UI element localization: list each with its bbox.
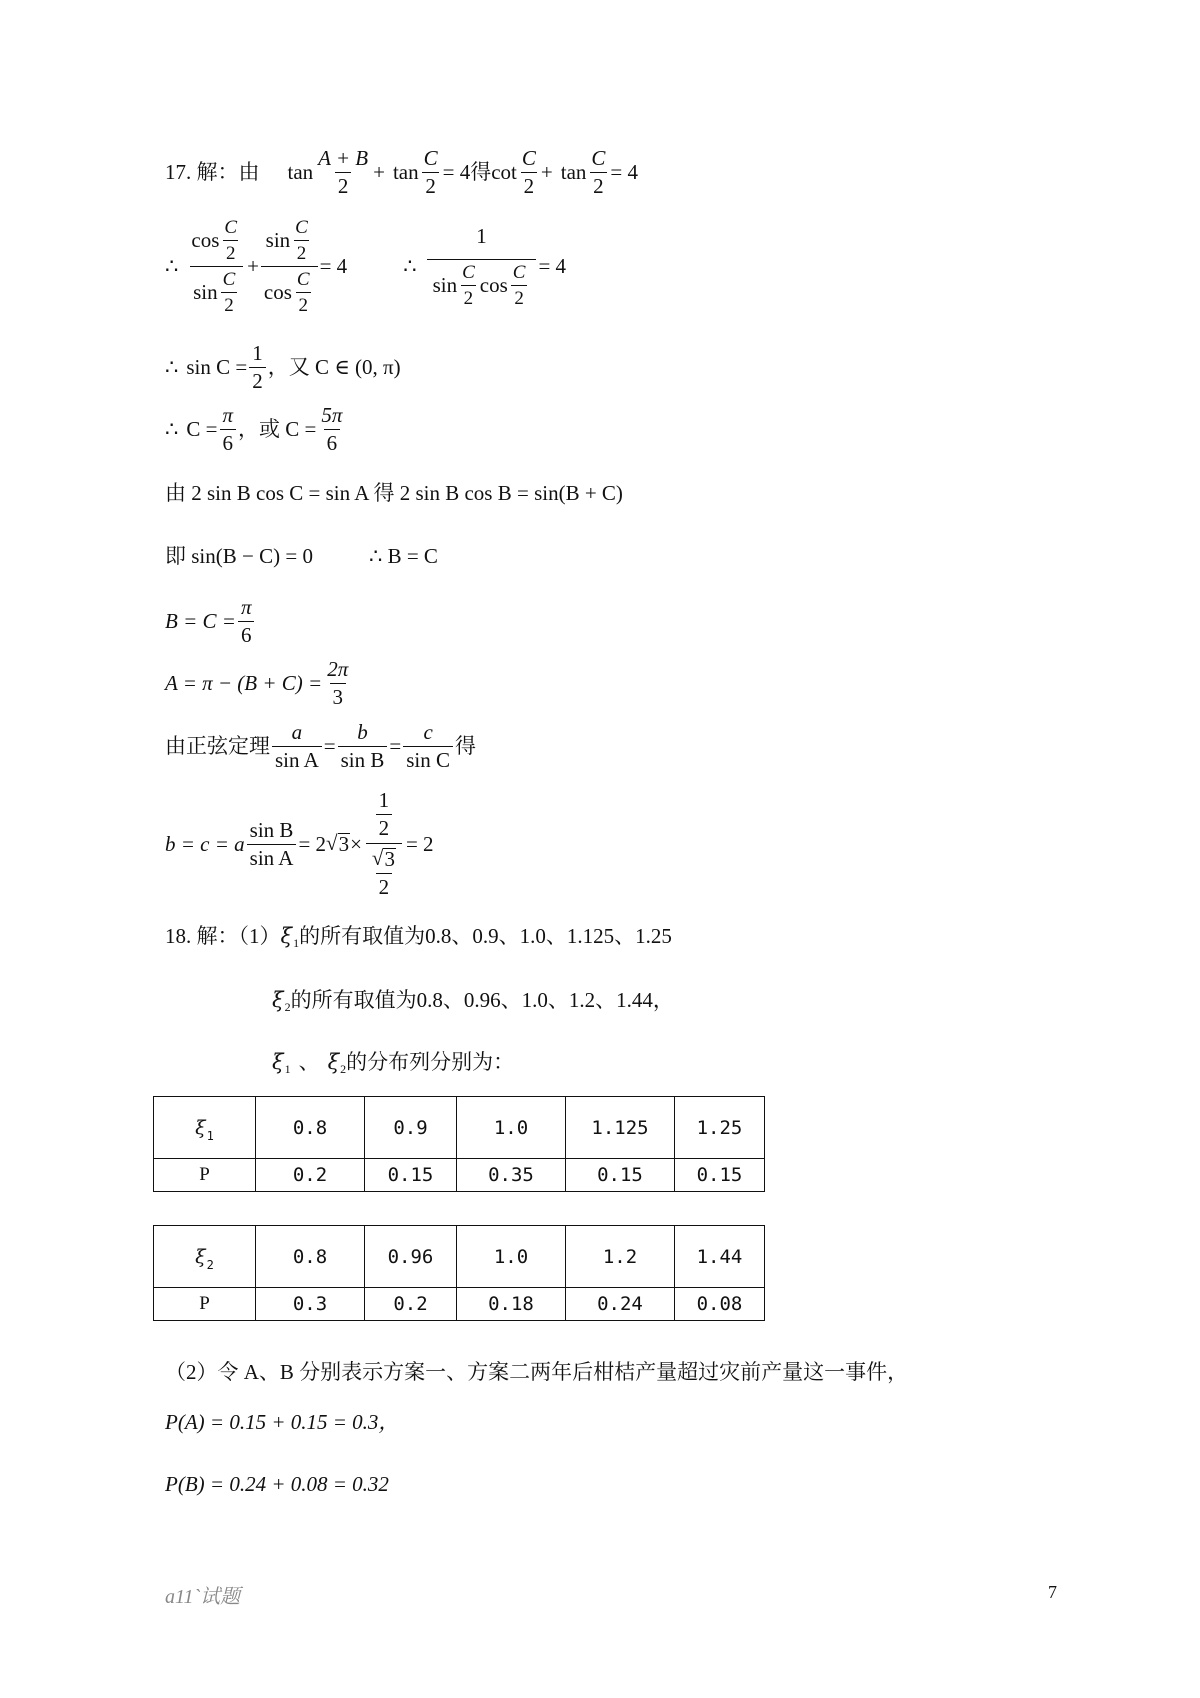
table-cell: 1.2 xyxy=(566,1226,675,1288)
table-cell: 1.44 xyxy=(675,1226,765,1288)
q18-pa: P(A) = 0.15 + 0.15 = 0.3， xyxy=(165,1410,400,1434)
frac-one-over-sincos: 1 sin C 2 cos C 2 xyxy=(427,226,537,308)
table-cell: 1.0 xyxy=(457,1226,566,1288)
q17-line2: ∴ cos C 2 sin C 2 + sin C 2 cos C 2 = 4 ∴ 1 sin C 2 cos C 2 = 4 xyxy=(165,217,567,316)
q17-line8: A = π − (B + C) = $\frac{2\pi}{3}$ xyxy=(165,657,349,709)
q17-line10: b = c = a $\frac{\text{sin B}}{\text{sin A}}$ = 2 √ 3 × 1 2 √ 3 2 = 2 xyxy=(165,788,434,899)
q18-pb: P(B) = 0.24 + 0.08 = 0.32 xyxy=(165,1472,389,1496)
q18-line3: ξ 1 、 ξ 2 的分布列分别为： xyxy=(272,1050,515,1076)
table-cell: 0.08 xyxy=(675,1288,765,1321)
table-row xyxy=(154,1159,765,1192)
q18-line1: 18. 解：（1） ξ 1 的所有取值为0.8、0.9、1.0、1.125、1.25 xyxy=(165,924,672,950)
table-cell: 0.15 xyxy=(365,1159,457,1192)
table-cell: 0.96 xyxy=(365,1226,457,1288)
q18-part2: （2）令 A、B 分别表示方案一、方案二两年后柑桔产量超过灾前产量这一事件， xyxy=(165,1360,909,1384)
table-cell: 1.25 xyxy=(675,1097,765,1159)
distribution-table-1 xyxy=(153,1096,765,1192)
frac-aplusb-over-2: A + B 2 xyxy=(318,146,369,198)
table-cell: P xyxy=(154,1159,256,1192)
q17-label: 17. 解：由 xyxy=(165,160,260,184)
q17-line3: ∴ sin C = $\frac{1}{2}$ ，又 C ∈ (0, π) xyxy=(165,341,401,393)
table-cell: 0.35 xyxy=(457,1159,566,1192)
table-row: $\xi_1$ 0.8 0.9 1.0 1.125 1.25 xyxy=(154,1097,765,1159)
table-cell: 0.9 xyxy=(365,1097,457,1159)
table-cell: 1.0 xyxy=(457,1097,566,1159)
table-cell: P xyxy=(154,1288,256,1321)
footer-label: a11`试题 xyxy=(165,1586,241,1608)
sqrt-3: √ 3 xyxy=(326,831,350,856)
q17-line9: 由正弦定理 $\frac{a}{\text{sin A}}$ = $\frac{b}{\text{sin B}}$ = $\frac{c}{\text{sin C}}$ 得 xyxy=(165,720,476,772)
table-cell: 0.15 xyxy=(566,1159,675,1192)
table-cell: 0.8 xyxy=(256,1097,365,1159)
q17-line5: 由 2 sin B cos C = sin A 得 2 sin B cos B = sin(B + C) xyxy=(165,481,623,505)
table-cell: 0.2 xyxy=(256,1159,365,1192)
q18-line2: ξ 2 的所有取值为0.8、0.96、1.0、1.2、1.44， xyxy=(272,988,674,1014)
frac-cot-expr: cos C 2 sin C 2 xyxy=(188,218,245,315)
table-cell: 0.2 xyxy=(365,1288,457,1321)
q17-line7: B = C = $\frac{\pi}{6}$ xyxy=(165,597,256,646)
table-cell: 1.125 xyxy=(566,1097,675,1159)
table-row xyxy=(154,1288,765,1321)
table-cell: 0.24 xyxy=(566,1288,675,1321)
table-cell: 0.18 xyxy=(457,1288,566,1321)
q17-line4: ∴ C = $\frac{\pi}{6}$ ，或 C = $\frac{5\pi}{6}$ xyxy=(165,403,343,455)
table-row: $\xi_2$ 0.8 0.96 1.0 1.2 1.44 xyxy=(154,1226,765,1288)
q17-line1: 17. 解：由 tan A + B 2 + tan $\frac{C}{2}$ = 4 得 cot C 2 + tan $\frac{C}{2}$ = 4 xyxy=(165,146,638,198)
distribution-table-2 xyxy=(153,1225,765,1321)
table-cell: 0.15 xyxy=(675,1159,765,1192)
table-cell: 0.8 xyxy=(256,1226,365,1288)
table-cell: 0.3 xyxy=(256,1288,365,1321)
page-number: 7 xyxy=(1048,1582,1057,1602)
frac-tan-expr: sin C 2 cos C 2 xyxy=(261,218,318,315)
q17-line6: 即 sin(B − C) = 0 ∴ B = C xyxy=(165,544,438,568)
frac-half-over-sqrt3-half: 1 2 √ 3 2 xyxy=(364,790,404,898)
